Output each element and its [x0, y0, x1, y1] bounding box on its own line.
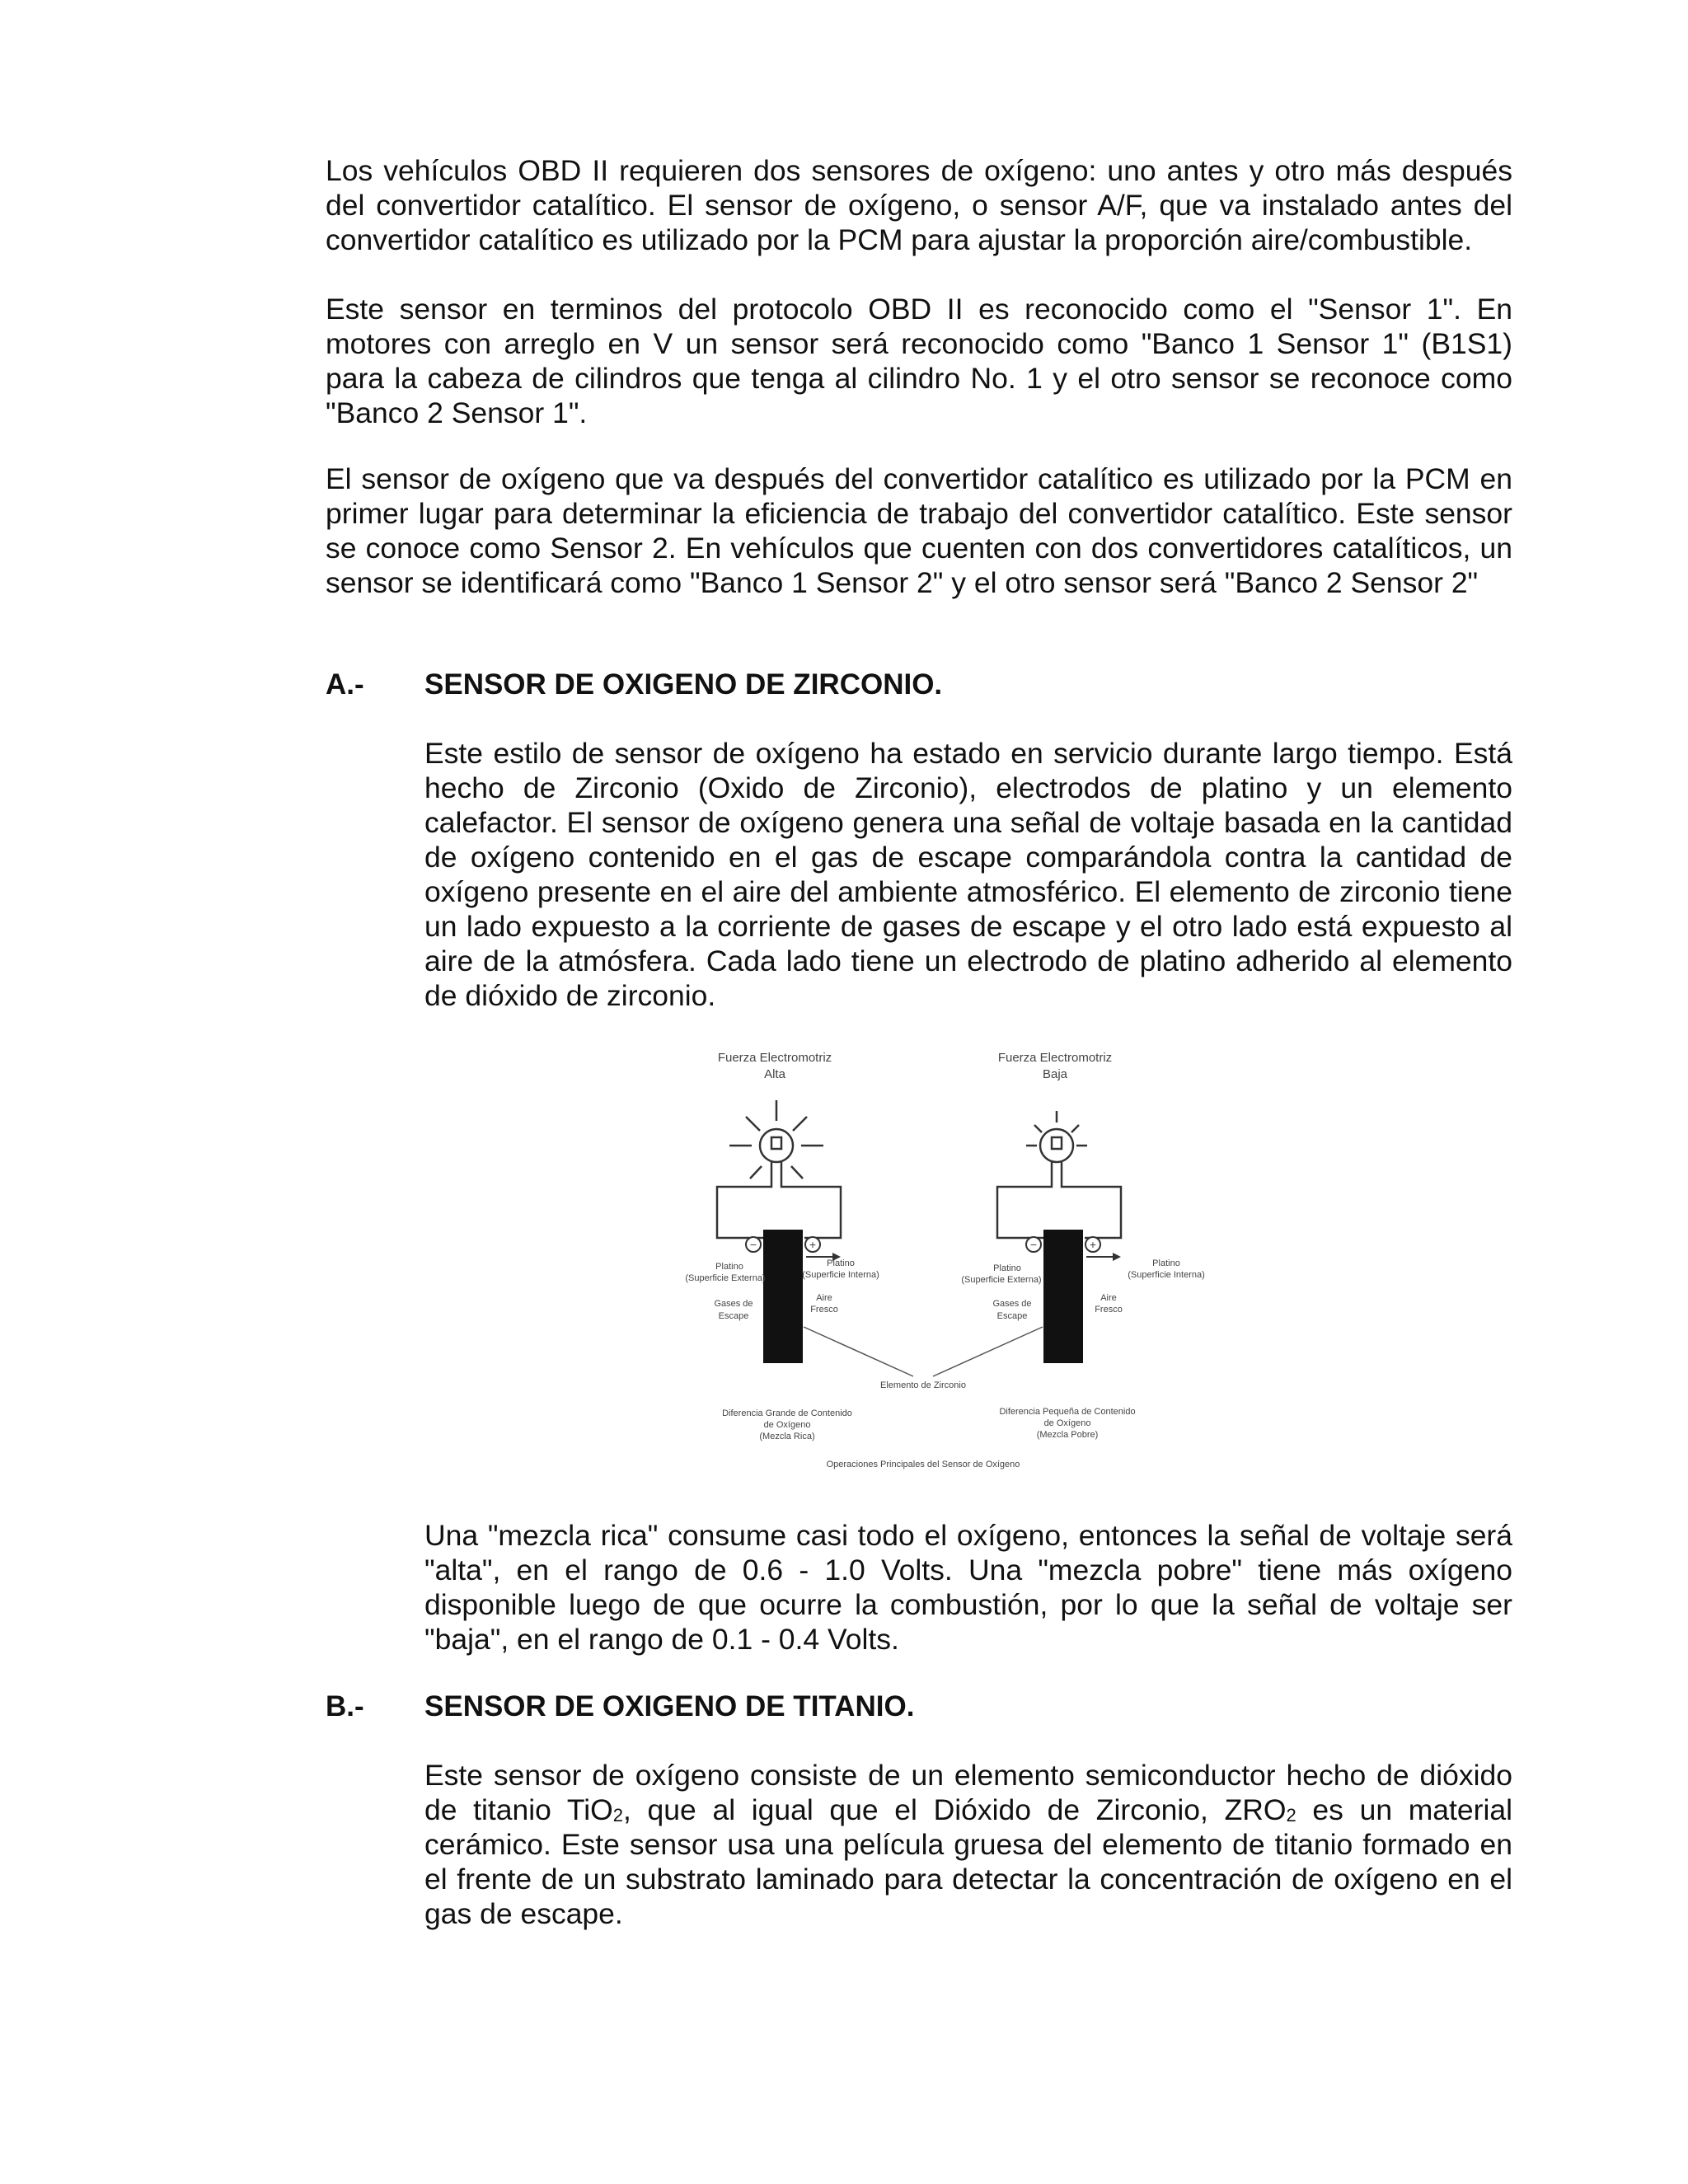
- paragraph-text: Una "mezcla rica" consume casi todo el oxígeno, entonces la señal de voltaje será "alta", en el rango de 0.6 - 1.0 Volts. Una "mezcla pobre" tiene más oxígeno disponible luego de que ocurre la combustión, por lo que la señal de voltaje ser "baja", en el rango de 0.1 - 0.4 Volts.: [424, 1519, 1512, 1656]
- text-run: , que al igual que el Dióxido de Zirconio, ZRO: [623, 1793, 1287, 1826]
- intro-paragraph-1: [326, 153, 1512, 257]
- intro-paragraph-3: [326, 462, 1512, 600]
- left-sup-external: (Superficie Externa): [685, 1273, 766, 1283]
- plus-sign: +: [809, 1238, 817, 1251]
- right-gases-2: Escape: [996, 1311, 1028, 1321]
- section-a-paragraph-1: [424, 736, 1512, 1013]
- right-platino-internal: Platino: [1152, 1258, 1180, 1268]
- left-sup-internal: (Superficie Interna): [802, 1270, 879, 1280]
- dif-pequena-2: de Oxígeno: [1043, 1418, 1091, 1428]
- pointer-line: [804, 1327, 913, 1376]
- pointer-line: [933, 1327, 1043, 1376]
- paragraph-text: [424, 1758, 1512, 1931]
- dif-grande-2: de Oxígeno: [763, 1420, 811, 1430]
- right-gases-1: Gases de: [992, 1299, 1032, 1309]
- elemento-zirconio-label: Elemento de Zirconio: [880, 1380, 966, 1390]
- paragraph-text: Los vehículos OBD II requieren dos sensores de oxígeno: uno antes y otro más después del convertidor catalítico. El sensor de oxígeno, o sensor A/F, que va instalado antes del convertidor catalítico es utilizado por la PCM para ajustar la proporción aire/combustible.: [326, 154, 1512, 256]
- left-gases-1: Gases de: [714, 1299, 753, 1309]
- section-b-title: SENSOR DE OXIGENO DE TITANIO.: [424, 1690, 915, 1722]
- dim-bulb-icon: [1026, 1111, 1087, 1162]
- minus-sign: −: [749, 1238, 757, 1251]
- right-sup-internal: (Superficie Interna): [1128, 1270, 1205, 1280]
- right-zirconia-element: [1043, 1230, 1083, 1363]
- right-platino-external: Platino: [993, 1263, 1021, 1273]
- right-title-1: Fuerza Electromotriz: [997, 1051, 1113, 1065]
- right-sup-external: (Superficie Externa): [961, 1275, 1042, 1285]
- text-run: es un material cerámico. Este sensor usa una película gruesa del elemento de titanio formado en el frente de un substrato laminado para detectar la concentración de oxígeno en el gas de escape.: [424, 1793, 1512, 1930]
- bright-bulb-icon: [729, 1100, 823, 1179]
- right-aire-2: Fresco: [1095, 1305, 1123, 1315]
- dif-pequena-1: Diferencia Pequeña de Contenido: [999, 1407, 1136, 1417]
- plus-sign: +: [1089, 1238, 1097, 1251]
- section-a-paragraph-2: [424, 1518, 1512, 1657]
- paragraph-text: Este estilo de sensor de oxígeno ha estado en servicio durante largo tiempo. Está hecho de Zirconio (Oxido de Zirconio), electrodos de platino y un elemento calefactor. El sensor de oxígeno genera una señal de voltaje basada en la cantidad de oxígeno contenido en el gas de escape comparándola contra la cantidad de oxígeno presente en el aire del ambiente atmosférico. El elemento de zirconio tiene un lado expuesto a la corriente de gases de escape y el otro lado está expuesto al aire de la atmósfera. Cada lado tiene un electrodo de platino adherido al elemento de dióxido de zirconio.: [424, 737, 1512, 1012]
- figure-caption: Operaciones Principales del Sensor de Oxígeno: [826, 1460, 1020, 1469]
- arrow-head-icon: [1113, 1253, 1121, 1261]
- intro-paragraph-2: [326, 292, 1512, 430]
- section-a-heading: [326, 668, 942, 702]
- paragraph-text: El sensor de oxígeno que va después del convertidor catalítico es utilizado por la PCM en primer lugar para determinar la eficiencia de trabajo del convertidor catalítico. Este sensor se conoce como Sensor 2. En vehículos que cuenten con dos convertidores catalíticos, un sensor se identificará como "Banco 1 Sensor 2" y el otro sensor será "Banco 2 Sensor 2": [326, 462, 1512, 599]
- left-gases-2: Escape: [718, 1311, 749, 1321]
- dif-grande-1: Diferencia Grande de Contenido: [722, 1408, 852, 1418]
- right-circuit: [997, 1162, 1121, 1238]
- left-platino-external: Platino: [715, 1262, 743, 1272]
- left-aire-2: Fresco: [810, 1305, 838, 1315]
- minus-sign: −: [1029, 1238, 1038, 1251]
- left-platino-internal: Platino: [827, 1258, 855, 1268]
- subscript: 2: [612, 1805, 624, 1825]
- text-run: Este sensor de oxígeno consiste de un elemento semiconductor hecho de dióxido de titanio TiO: [424, 1759, 1512, 1826]
- zirconia-sensor-diagram: [685, 1047, 1236, 1483]
- left-aire-1: Aire: [816, 1293, 832, 1303]
- right-title-2: Baja: [1042, 1067, 1068, 1081]
- dif-pequena-3: (Mezcla Pobre): [1036, 1430, 1099, 1440]
- dif-grande-3: (Mezcla Rica): [759, 1432, 815, 1441]
- section-b-paragraph-1: [424, 1758, 1512, 1931]
- right-aire-1: Aire: [1100, 1293, 1117, 1303]
- left-circuit: [717, 1162, 841, 1238]
- section-b-heading: [326, 1690, 914, 1724]
- left-title-1: Fuerza Electromotriz: [717, 1051, 832, 1065]
- left-zirconia-element: [763, 1230, 803, 1363]
- section-a-title: SENSOR DE OXIGENO DE ZIRCONIO.: [424, 668, 943, 701]
- section-a-letter: A.-: [326, 668, 364, 701]
- section-b-letter: B.-: [326, 1690, 364, 1722]
- paragraph-text: Este sensor en terminos del protocolo OBD II es reconocido como el "Sensor 1". En motores con arreglo en V un sensor será reconocido como "Banco 1 Sensor 1" (B1S1) para la cabeza de cilindros que tenga al cilindro No. 1 y el otro sensor se reconoce como "Banco 2 Sensor 1".: [326, 293, 1512, 429]
- left-title-2: Alta: [764, 1067, 785, 1081]
- subscript: 2: [1286, 1805, 1296, 1825]
